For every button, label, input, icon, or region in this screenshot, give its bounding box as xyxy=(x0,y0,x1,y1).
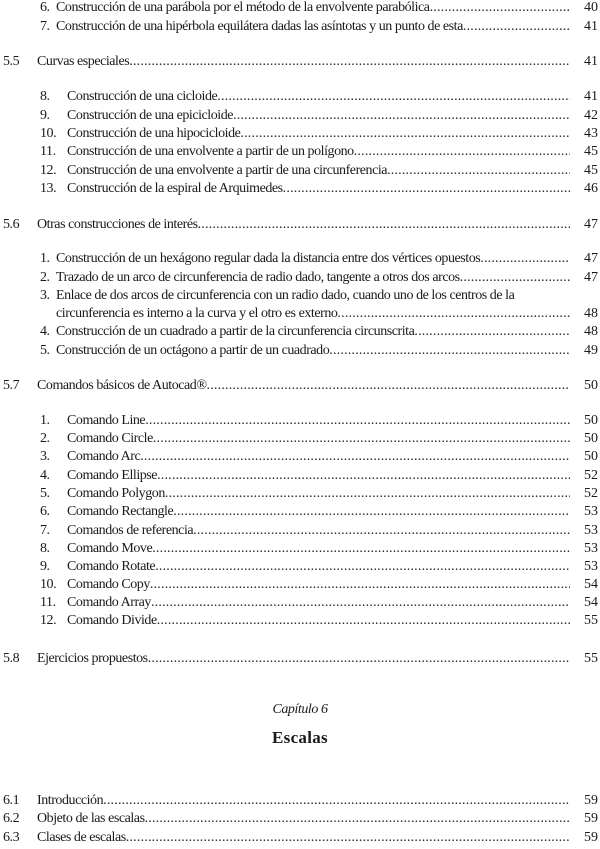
entry-title: Comando Line xyxy=(67,413,146,428)
entry-title: circunferencia es interno a la curva y el otro es externo xyxy=(56,306,338,321)
entry-body xyxy=(67,576,570,594)
dot-leader xyxy=(165,485,570,503)
page-number: 59 xyxy=(584,830,598,845)
entry-title: Ejercicios propuestos xyxy=(37,651,148,666)
entry-number: 5.5 xyxy=(3,54,20,69)
page-number: 41 xyxy=(584,54,598,69)
chapter-label: Capítulo 6 xyxy=(272,702,328,717)
entry-title: Construcción de una hipérbola equilátera dadas las asíntotas y un punto de esta xyxy=(56,19,463,34)
entry-number: 5. xyxy=(40,343,50,358)
entry-body xyxy=(67,467,570,485)
entry-number: 3. xyxy=(40,288,50,303)
toc-section xyxy=(0,792,600,810)
dot-leader xyxy=(157,612,570,630)
toc-entry xyxy=(0,522,600,540)
entry-number: 12. xyxy=(40,613,57,628)
toc-entry xyxy=(0,125,600,143)
entry-title: Otras construcciones de interés xyxy=(37,217,198,232)
page-number: 53 xyxy=(584,541,598,556)
toc-entry xyxy=(0,180,600,198)
entry-number: 6.1 xyxy=(3,793,20,808)
entry-body xyxy=(67,612,570,630)
page-number: 52 xyxy=(584,468,598,483)
toc-entry xyxy=(0,485,600,503)
dot-leader xyxy=(145,810,570,828)
entry-body xyxy=(67,558,570,576)
entry-number: 8. xyxy=(40,89,50,104)
toc-entry xyxy=(0,143,600,161)
entry-title: Comando Ellipse xyxy=(67,468,158,483)
page-number: 54 xyxy=(584,577,598,592)
toc-entry xyxy=(0,448,600,466)
toc-section xyxy=(0,829,600,847)
dot-leader xyxy=(150,576,570,594)
page-number: 53 xyxy=(584,523,598,538)
toc-entry xyxy=(0,88,600,106)
toc-entry xyxy=(0,305,600,323)
entry-number: 7. xyxy=(40,523,50,538)
toc-entry xyxy=(0,269,600,287)
entry-body xyxy=(67,88,570,106)
page-number: 48 xyxy=(584,306,598,321)
entry-number: 2. xyxy=(40,270,50,285)
entry-body xyxy=(67,485,570,503)
toc-section xyxy=(0,650,600,668)
entry-title: Comando Array xyxy=(67,595,151,610)
toc-entry xyxy=(0,540,600,558)
entry-number: 8. xyxy=(40,541,50,556)
dot-leader xyxy=(207,377,570,395)
entry-number: 10. xyxy=(40,577,57,592)
entry-title: Curvas especiales xyxy=(37,54,130,69)
dot-leader xyxy=(354,143,570,161)
toc-entry xyxy=(0,287,600,305)
entry-title: Construcción de un cuadrado a partir de la circunferencia circunscrita xyxy=(56,324,415,339)
dot-leader xyxy=(283,180,570,198)
entry-body xyxy=(67,448,570,466)
entry-title: Comando Move xyxy=(67,541,153,556)
entry-title: Construcción de una epicicloide xyxy=(67,108,234,123)
dot-leader xyxy=(387,162,570,180)
entry-number: 6. xyxy=(40,0,50,15)
entry-title: Construcción de una parábola por el método de la envolvente parabólica xyxy=(56,0,430,15)
dot-leader xyxy=(129,53,570,71)
dot-leader xyxy=(152,540,570,558)
entry-number: 9. xyxy=(40,559,50,574)
entry-number: 4. xyxy=(40,324,50,339)
page-number: 49 xyxy=(584,343,598,358)
page-number: 50 xyxy=(584,449,598,464)
entry-body xyxy=(67,143,570,161)
page-number: 42 xyxy=(584,108,598,123)
page-number: 59 xyxy=(584,793,598,808)
toc-entry xyxy=(0,250,600,268)
entry-body xyxy=(56,0,570,17)
entry-number: 2. xyxy=(40,431,50,446)
entry-body xyxy=(56,287,570,305)
entry-title: Comando Circle xyxy=(67,431,153,446)
toc-entry xyxy=(0,430,600,448)
dot-leader xyxy=(480,250,570,268)
dot-leader xyxy=(337,305,570,323)
entry-number: 5.8 xyxy=(3,651,20,666)
toc-entry xyxy=(0,558,600,576)
entry-title: Clases de escalas xyxy=(37,830,126,845)
entry-number: 12. xyxy=(40,163,57,178)
toc-section xyxy=(0,53,600,71)
entry-body xyxy=(37,377,570,395)
entry-body xyxy=(67,125,570,143)
toc-entry xyxy=(0,323,600,341)
entry-title: Comando Polygon xyxy=(67,486,165,501)
entry-body xyxy=(56,305,570,323)
toc-entry xyxy=(0,594,600,612)
chapter-title: Escalas xyxy=(272,728,328,747)
entry-title: Comando Copy xyxy=(67,577,150,592)
entry-number: 10. xyxy=(40,126,57,141)
entry-title: Introducción xyxy=(37,793,104,808)
toc-section xyxy=(0,216,600,234)
page-number: 45 xyxy=(584,163,598,178)
page-number: 55 xyxy=(584,613,598,628)
toc-entry xyxy=(0,576,600,594)
page-number: 40 xyxy=(584,0,598,15)
entry-body xyxy=(37,810,570,828)
entry-title: Construcción de un octágono a partir de un cuadrado xyxy=(56,343,330,358)
entry-title: Trazado de un arco de circunferencia de radio dado, tangente a otros dos arcos xyxy=(56,270,460,285)
toc-entry xyxy=(0,162,600,180)
dot-leader xyxy=(153,430,570,448)
toc-entry xyxy=(0,0,600,17)
entry-body xyxy=(37,53,570,71)
entry-number: 7. xyxy=(40,19,50,34)
dot-leader xyxy=(148,650,570,668)
dot-leader xyxy=(198,216,570,234)
entry-body xyxy=(67,594,570,612)
page-number: 50 xyxy=(584,378,598,393)
page-number: 53 xyxy=(584,559,598,574)
toc-entry xyxy=(0,467,600,485)
toc-section xyxy=(0,810,600,828)
entry-body xyxy=(56,18,570,36)
dot-leader xyxy=(329,342,570,360)
entry-body xyxy=(56,323,570,341)
dot-leader xyxy=(463,18,570,36)
dot-leader xyxy=(240,125,570,143)
entry-number: 6.3 xyxy=(3,830,20,845)
dot-leader xyxy=(140,448,570,466)
entry-number: 5.7 xyxy=(3,378,20,393)
page-number: 43 xyxy=(584,126,598,141)
entry-title: Construcción de una cicloide xyxy=(67,89,218,104)
dot-leader xyxy=(126,829,570,847)
entry-title: Comandos de referencia xyxy=(67,523,194,538)
entry-body xyxy=(67,162,570,180)
entry-number: 13. xyxy=(40,181,57,196)
entry-number: 6. xyxy=(40,504,50,519)
entry-body xyxy=(67,107,570,125)
toc-entry xyxy=(0,107,600,125)
toc-entry xyxy=(0,612,600,630)
entry-number: 11. xyxy=(40,144,56,159)
dot-leader xyxy=(151,594,570,612)
page-number: 41 xyxy=(584,19,598,34)
page-number: 55 xyxy=(584,651,598,666)
entry-body xyxy=(67,503,570,521)
page-number: 50 xyxy=(584,413,598,428)
entry-body xyxy=(37,829,570,847)
page-number: 47 xyxy=(584,217,598,232)
entry-title: Comando Divide xyxy=(67,613,157,628)
page-number: 52 xyxy=(584,486,598,501)
page-number: 53 xyxy=(584,504,598,519)
page-number: 45 xyxy=(584,144,598,159)
page-number: 46 xyxy=(584,181,598,196)
dot-leader xyxy=(173,503,570,521)
entry-number: 1. xyxy=(40,251,50,266)
entry-body xyxy=(37,216,570,234)
entry-title: Construcción de una hipocicloide xyxy=(67,126,241,141)
dot-leader xyxy=(217,88,570,106)
entry-number: 1. xyxy=(40,413,50,428)
entry-title: Construcción de un hexágono regular dada la distancia entre dos vértices opuestos xyxy=(56,251,481,266)
entry-body xyxy=(56,250,570,268)
entry-number: 5. xyxy=(40,486,50,501)
dot-leader xyxy=(145,412,570,430)
entry-body xyxy=(37,650,570,668)
page-number: 48 xyxy=(584,324,598,339)
toc-entry xyxy=(0,503,600,521)
entry-body xyxy=(56,342,570,360)
dot-leader xyxy=(430,0,570,17)
entry-title: Construcción de una envolvente a partir de un polígono xyxy=(67,144,354,159)
entry-body xyxy=(67,180,570,198)
entry-title: Construcción de la espiral de Arquimedes xyxy=(67,181,283,196)
entry-title: Enlace de dos arcos de circunferencia con un radio dado, cuando uno de los centros de la xyxy=(56,288,515,303)
entry-number: 9. xyxy=(40,108,50,123)
dot-leader xyxy=(233,107,570,125)
entry-title: Construcción de una envolvente a partir de una circunferencia xyxy=(67,163,388,178)
entry-body xyxy=(67,430,570,448)
page-number: 59 xyxy=(584,811,598,826)
toc-entry xyxy=(0,18,600,36)
entry-title: Comandos básicos de Autocad® xyxy=(37,378,207,393)
entry-body xyxy=(56,269,570,287)
entry-body xyxy=(67,412,570,430)
entry-title: Comando Rectangle xyxy=(67,504,174,519)
dot-leader xyxy=(103,792,570,810)
toc-entry xyxy=(0,342,600,360)
entry-body xyxy=(67,540,570,558)
entry-number: 3. xyxy=(40,449,50,464)
dot-leader xyxy=(460,269,570,287)
page-number: 41 xyxy=(584,89,598,104)
entry-title: Objeto de las escalas xyxy=(37,811,145,826)
toc-section xyxy=(0,377,600,395)
entry-title: Comando Rotate xyxy=(67,559,156,574)
entry-number: 6.2 xyxy=(3,811,20,826)
page-number: 47 xyxy=(584,251,598,266)
dot-leader xyxy=(155,558,570,576)
toc-entry xyxy=(0,412,600,430)
entry-title: Comando Arc xyxy=(67,449,141,464)
page-number: 47 xyxy=(584,270,598,285)
page-number: 50 xyxy=(584,431,598,446)
dot-leader xyxy=(193,522,570,540)
dot-leader xyxy=(414,323,570,341)
entry-number: 4. xyxy=(40,468,50,483)
entry-body xyxy=(37,792,570,810)
page-number: 54 xyxy=(584,595,598,610)
entry-body xyxy=(67,522,570,540)
entry-number: 5.6 xyxy=(3,217,20,232)
dot-leader xyxy=(157,467,570,485)
entry-number: 11. xyxy=(40,595,56,610)
